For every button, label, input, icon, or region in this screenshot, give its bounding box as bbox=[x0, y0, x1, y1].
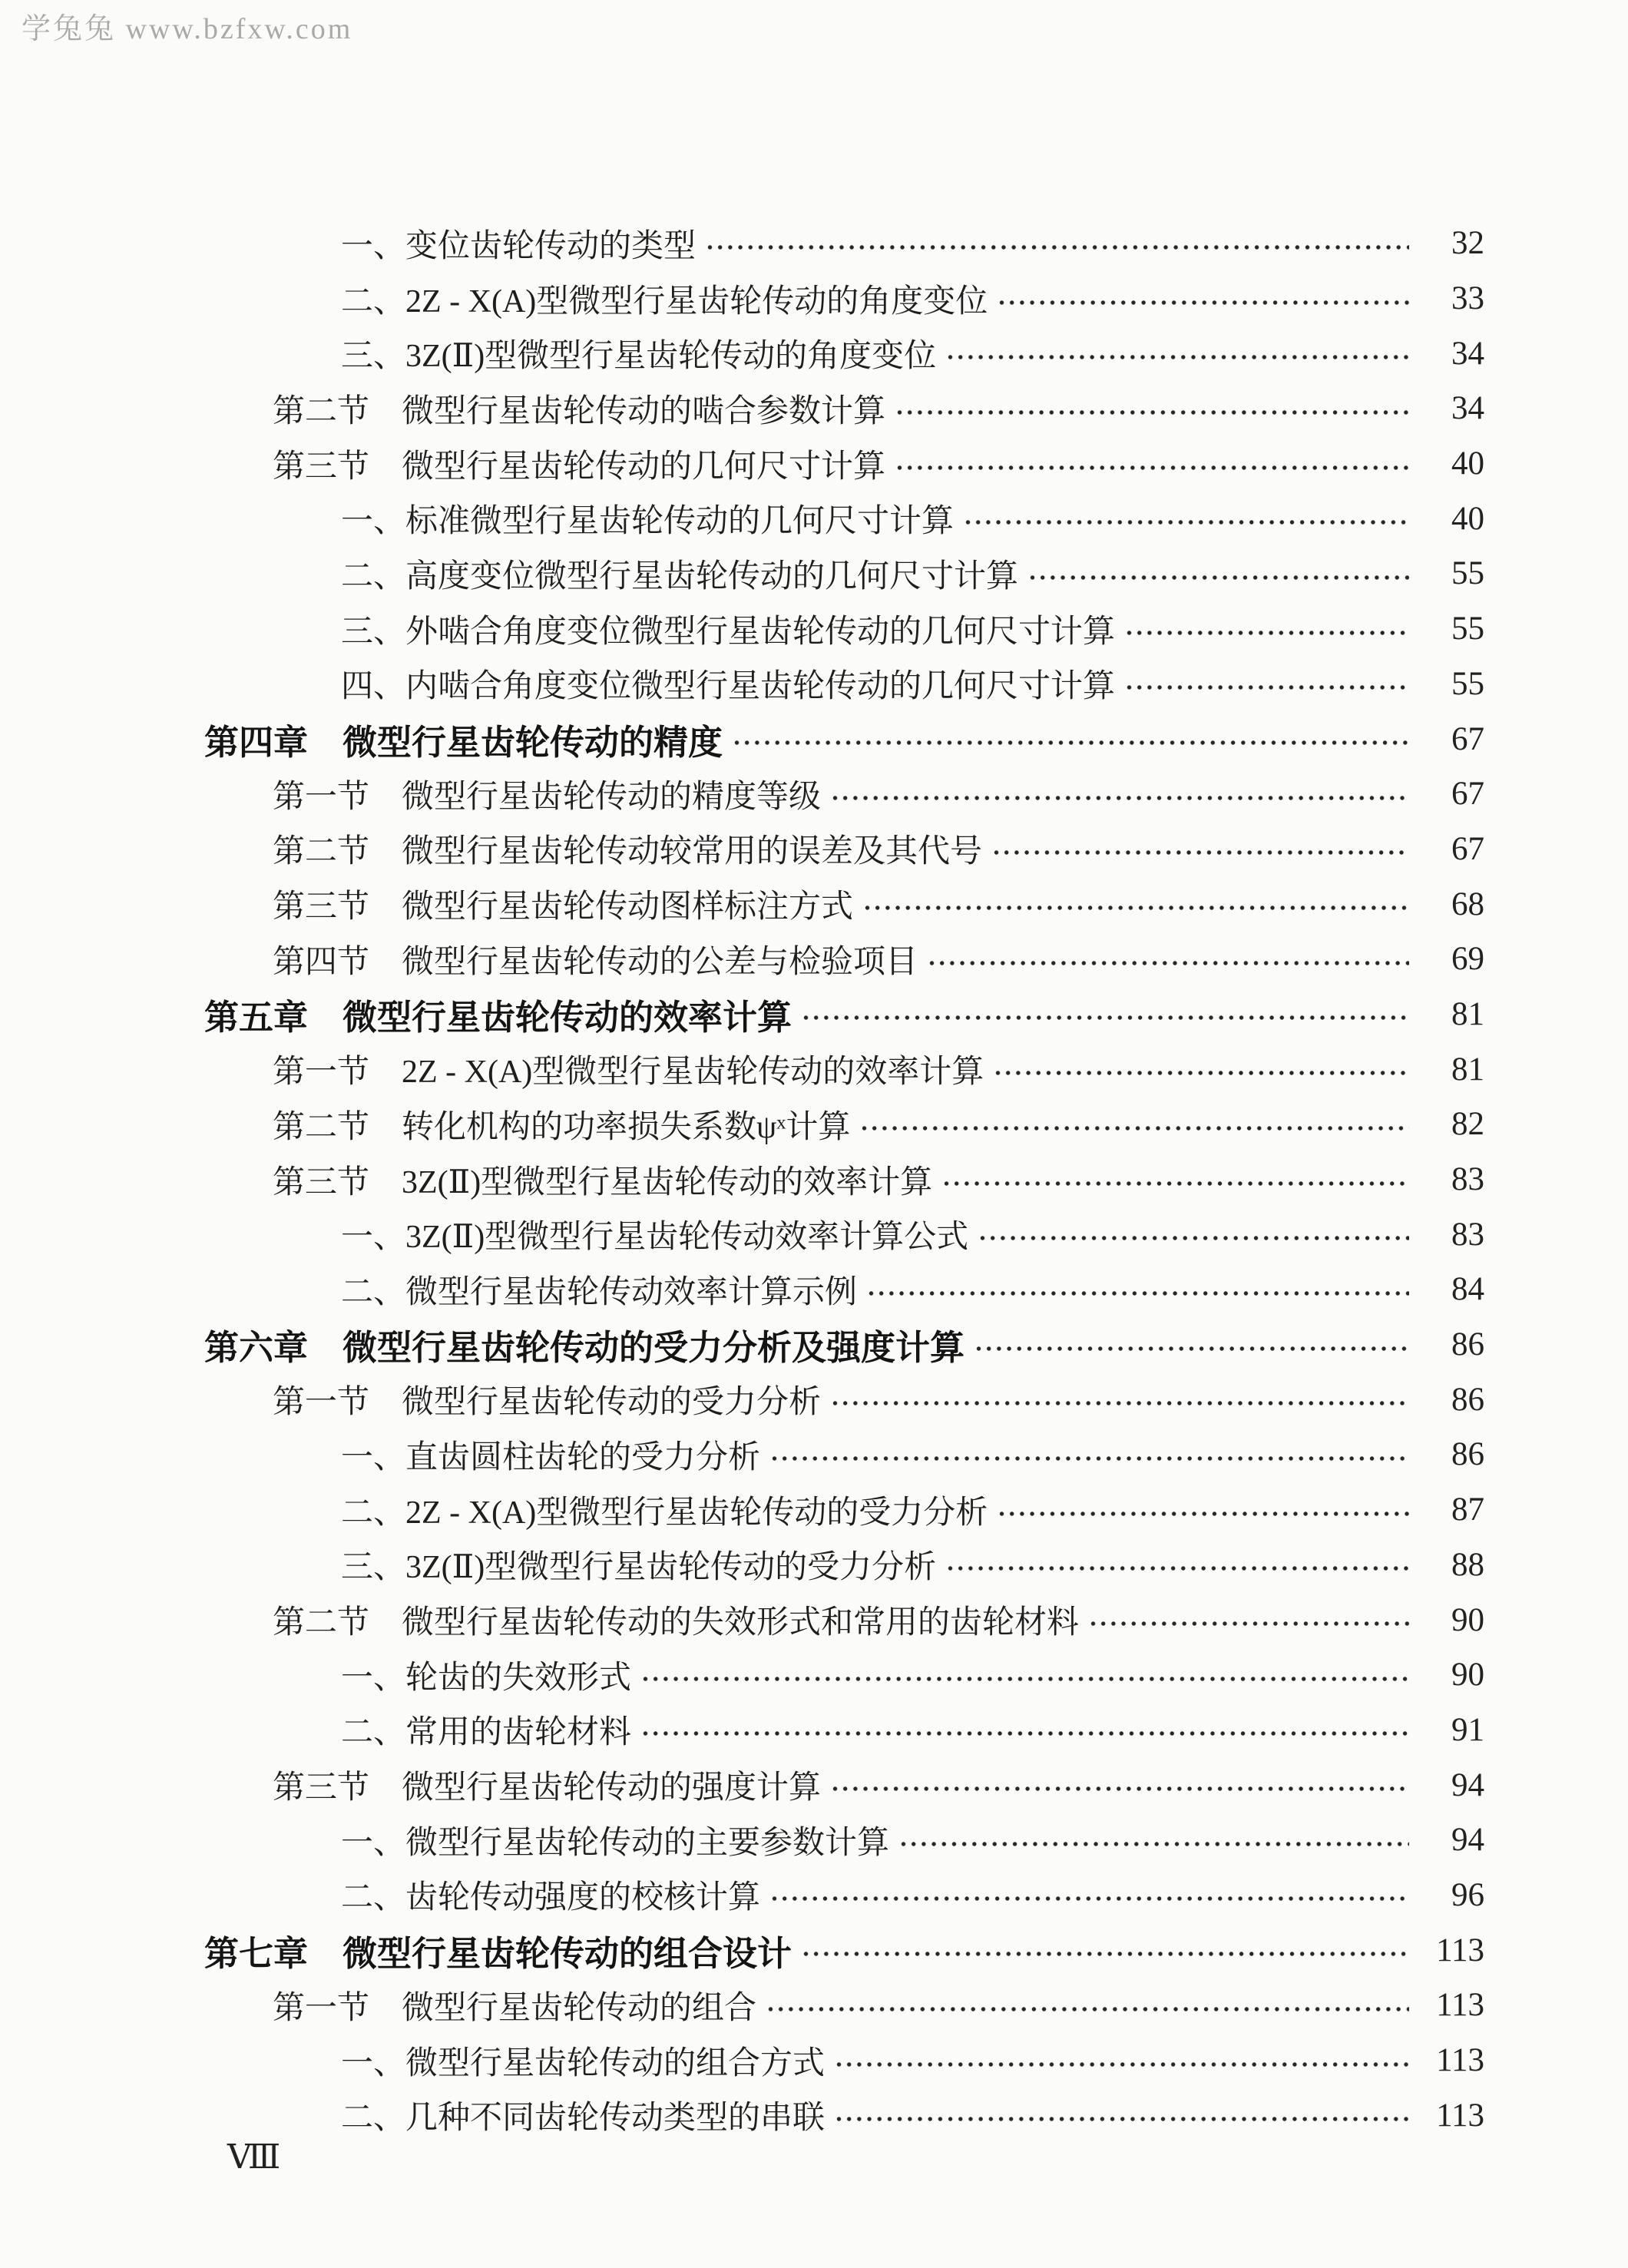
toc-entry-title: 第四章 微型行星齿轮传动的精度 bbox=[204, 722, 723, 762]
toc-entry-title: 第二节 转化机构的功率损失系数ψˣ计算 bbox=[273, 1109, 851, 1145]
toc-entry-page: 113 bbox=[1436, 2097, 1484, 2134]
toc-entry-page: 88 bbox=[1451, 1546, 1484, 1583]
toc-row bbox=[0, 1152, 1628, 1207]
toc-entry-page: 94 bbox=[1451, 1766, 1484, 1803]
toc-entry-page: 81 bbox=[1451, 1051, 1484, 1088]
dot-leader bbox=[1126, 629, 1409, 637]
dot-leader bbox=[836, 2115, 1409, 2123]
dot-leader bbox=[900, 1840, 1409, 1848]
toc-entry-title: 第二节 微型行星齿轮传动的失效形式和常用的齿轮材料 bbox=[273, 1605, 1080, 1641]
toc-row bbox=[0, 2088, 1628, 2143]
dot-leader bbox=[832, 794, 1409, 802]
toc-entry-title: 四、内啮合角度变位微型行星齿轮传动的几何尺寸计算 bbox=[341, 669, 1116, 705]
page-number-footer: Ⅷ bbox=[227, 2137, 281, 2177]
toc-entry-title: 一、微型行星齿轮传动的主要参数计算 bbox=[341, 1825, 890, 1861]
toc-entry-page: 33 bbox=[1451, 280, 1484, 317]
toc-entry-page: 82 bbox=[1451, 1106, 1484, 1143]
dot-leader bbox=[767, 2005, 1409, 2013]
dot-leader bbox=[947, 1564, 1409, 1572]
toc-entry-title: 二、微型行星齿轮传动效率计算示例 bbox=[341, 1274, 858, 1310]
toc-row bbox=[0, 2033, 1628, 2088]
toc-row bbox=[0, 216, 1628, 271]
dot-leader bbox=[1126, 684, 1409, 691]
toc-entry-page: 96 bbox=[1451, 1876, 1484, 1913]
toc-row bbox=[0, 1922, 1628, 1978]
toc-entry-page: 83 bbox=[1451, 1161, 1484, 1198]
toc-entry-title: 一、3Z(Ⅱ)型微型行星齿轮传动效率计算公式 bbox=[341, 1220, 969, 1256]
dot-leader bbox=[1029, 574, 1409, 581]
toc-row bbox=[0, 1538, 1628, 1593]
toc-entry-page: 67 bbox=[1451, 830, 1484, 867]
toc-row bbox=[0, 1703, 1628, 1758]
toc-entry-page: 113 bbox=[1436, 1932, 1484, 1968]
dot-leader bbox=[943, 1180, 1409, 1187]
toc-entry-page: 86 bbox=[1451, 1436, 1484, 1473]
toc-entry-title: 二、高度变位微型行星齿轮传动的几何尺寸计算 bbox=[341, 558, 1019, 594]
toc-entry-title: 二、常用的齿轮材料 bbox=[341, 1715, 632, 1751]
dot-leader bbox=[896, 409, 1409, 416]
dot-leader bbox=[998, 299, 1409, 306]
toc-entry-title: 一、变位齿轮传动的类型 bbox=[341, 228, 697, 264]
toc-row bbox=[0, 711, 1628, 766]
toc-entry-page: 86 bbox=[1451, 1326, 1484, 1363]
dot-leader bbox=[896, 464, 1409, 472]
toc-entry-page: 67 bbox=[1451, 720, 1484, 757]
toc-entry-title: 二、几种不同齿轮传动类型的串联 bbox=[341, 2101, 826, 2137]
toc-entry-page: 69 bbox=[1451, 941, 1484, 978]
toc-row bbox=[0, 876, 1628, 932]
toc-entry-title: 第二节 微型行星齿轮传动较常用的误差及其代号 bbox=[273, 834, 983, 870]
toc-entry-page: 87 bbox=[1451, 1492, 1484, 1528]
dot-leader bbox=[998, 1510, 1409, 1518]
dot-leader bbox=[993, 849, 1409, 856]
toc-entry-title: 三、外啮合角度变位微型行星齿轮传动的几何尺寸计算 bbox=[341, 614, 1116, 650]
toc-row bbox=[0, 546, 1628, 601]
toc-entry-title: 第四节 微型行星齿轮传动的公差与检验项目 bbox=[273, 944, 918, 980]
toc-row bbox=[0, 1757, 1628, 1813]
toc-entry-page: 40 bbox=[1451, 500, 1484, 537]
toc-row bbox=[0, 1262, 1628, 1317]
dot-leader bbox=[733, 739, 1409, 747]
toc-row bbox=[0, 1592, 1628, 1647]
toc-entry-page: 113 bbox=[1436, 1987, 1484, 2024]
toc-row bbox=[0, 436, 1628, 492]
toc-row bbox=[0, 271, 1628, 326]
dot-leader bbox=[861, 1124, 1409, 1132]
dot-leader bbox=[832, 1785, 1409, 1793]
toc-entry-title: 二、2Z - X(A)型微型行星齿轮传动的受力分析 bbox=[341, 1495, 988, 1531]
toc-entry-page: 90 bbox=[1451, 1657, 1484, 1694]
dot-leader bbox=[771, 1455, 1409, 1462]
toc-entry-title: 第七章 微型行星齿轮传动的组合设计 bbox=[204, 1933, 792, 1973]
toc-entry-title: 第一节 微型行星齿轮传动的受力分析 bbox=[273, 1385, 822, 1421]
watermark: 学兔兔 www.bzfxw.com bbox=[22, 13, 353, 45]
toc-entry-page: 55 bbox=[1451, 611, 1484, 647]
toc-entry-page: 34 bbox=[1451, 335, 1484, 372]
toc-row bbox=[0, 932, 1628, 987]
toc-entry-page: 90 bbox=[1451, 1601, 1484, 1638]
toc-row bbox=[0, 491, 1628, 546]
toc-entry-title: 一、直齿圆柱齿轮的受力分析 bbox=[341, 1439, 761, 1475]
dot-leader bbox=[706, 243, 1409, 251]
toc-entry-page: 32 bbox=[1451, 225, 1484, 262]
dot-leader bbox=[868, 1290, 1409, 1297]
toc-entry-title: 第六章 微型行星齿轮传动的受力分析及强度计算 bbox=[204, 1328, 965, 1368]
toc-entry-title: 第一节 微型行星齿轮传动的组合 bbox=[273, 1990, 757, 2026]
dot-leader bbox=[975, 1345, 1409, 1353]
toc-entry-title: 二、2Z - X(A)型微型行星齿轮传动的角度变位 bbox=[341, 283, 988, 320]
toc-row bbox=[0, 1041, 1628, 1097]
toc-entry-page: 55 bbox=[1451, 665, 1484, 702]
dot-leader bbox=[979, 1234, 1409, 1242]
toc-entry-title: 第三节 微型行星齿轮传动的几何尺寸计算 bbox=[273, 449, 886, 485]
toc-entry-title: 三、3Z(Ⅱ)型微型行星齿轮传动的角度变位 bbox=[341, 339, 937, 375]
dot-leader bbox=[947, 353, 1409, 361]
dot-leader bbox=[802, 1014, 1409, 1021]
toc-entry-title: 一、轮齿的失效形式 bbox=[341, 1660, 632, 1696]
dot-leader bbox=[642, 1730, 1409, 1737]
toc-entry-title: 第三节 3Z(Ⅱ)型微型行星齿轮传动的效率计算 bbox=[273, 1164, 933, 1200]
toc-entry-title: 第五章 微型行星齿轮传动的效率计算 bbox=[204, 997, 792, 1037]
dot-leader bbox=[771, 1895, 1409, 1902]
toc-entry-page: 55 bbox=[1451, 555, 1484, 592]
toc-row bbox=[0, 987, 1628, 1042]
toc-entry-title: 第一节 2Z - X(A)型微型行星齿轮传动的效率计算 bbox=[273, 1055, 984, 1091]
toc-entry-page: 40 bbox=[1451, 445, 1484, 482]
toc-entry-page: 83 bbox=[1451, 1216, 1484, 1253]
toc-row bbox=[0, 326, 1628, 381]
toc-row bbox=[0, 766, 1628, 822]
toc-entry-page: 34 bbox=[1451, 390, 1484, 427]
dot-leader bbox=[1090, 1620, 1409, 1627]
toc-row bbox=[0, 657, 1628, 712]
dot-leader bbox=[928, 959, 1409, 967]
toc-entry-title: 第三节 微型行星齿轮传动图样标注方式 bbox=[273, 889, 854, 925]
toc-entry-page: 91 bbox=[1451, 1711, 1484, 1748]
dot-leader bbox=[802, 1950, 1409, 1958]
toc-entry-page: 94 bbox=[1451, 1822, 1484, 1859]
dot-leader bbox=[864, 904, 1409, 912]
dot-leader bbox=[642, 1675, 1409, 1683]
toc-entry-page: 84 bbox=[1451, 1271, 1484, 1308]
table-of-contents bbox=[0, 216, 1628, 2143]
toc-row bbox=[0, 1207, 1628, 1262]
toc-entry-page: 113 bbox=[1436, 2042, 1484, 2079]
dot-leader bbox=[994, 1069, 1409, 1077]
toc-row bbox=[0, 1813, 1628, 1868]
dot-leader bbox=[832, 1399, 1409, 1407]
toc-entry-page: 86 bbox=[1451, 1381, 1484, 1418]
toc-row bbox=[0, 1482, 1628, 1538]
toc-entry-page: 81 bbox=[1451, 995, 1484, 1032]
toc-row bbox=[0, 1427, 1628, 1482]
toc-row bbox=[0, 822, 1628, 877]
toc-row bbox=[0, 1868, 1628, 1923]
toc-entry-page: 67 bbox=[1451, 776, 1484, 813]
toc-entry-title: 第一节 微型行星齿轮传动的精度等级 bbox=[273, 779, 822, 815]
toc-entry-title: 第二节 微型行星齿轮传动的啮合参数计算 bbox=[273, 393, 886, 429]
toc-row bbox=[0, 1317, 1628, 1372]
toc-entry-title: 第三节 微型行星齿轮传动的强度计算 bbox=[273, 1770, 822, 1806]
toc-entry-title: 一、标准微型行星齿轮传动的几何尺寸计算 bbox=[341, 504, 955, 540]
toc-entry-title: 二、齿轮传动强度的校核计算 bbox=[341, 1880, 761, 1916]
toc-row bbox=[0, 1978, 1628, 2033]
toc-row bbox=[0, 381, 1628, 436]
toc-row bbox=[0, 1372, 1628, 1427]
toc-row bbox=[0, 1097, 1628, 1152]
toc-row bbox=[0, 601, 1628, 657]
dot-leader bbox=[965, 518, 1409, 526]
toc-entry-page: 68 bbox=[1451, 886, 1484, 922]
toc-entry-title: 一、微型行星齿轮传动的组合方式 bbox=[341, 2045, 826, 2081]
toc-entry-title: 三、3Z(Ⅱ)型微型行星齿轮传动的受力分析 bbox=[341, 1550, 937, 1586]
toc-row bbox=[0, 1647, 1628, 1703]
dot-leader bbox=[836, 2061, 1409, 2068]
